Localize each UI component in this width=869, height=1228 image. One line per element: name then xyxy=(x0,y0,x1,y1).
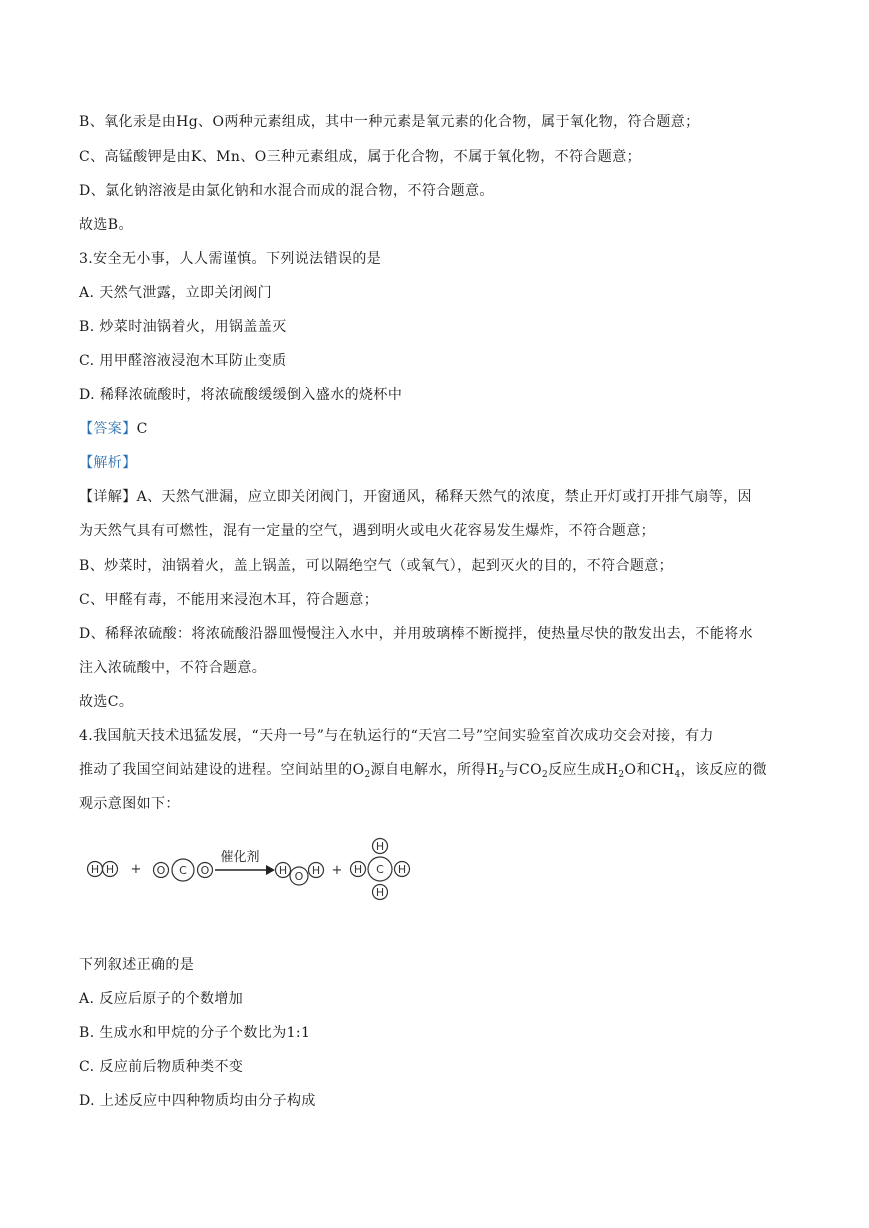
atom-label-o: O xyxy=(156,864,166,877)
q4-option-d: D. 上述反应中四种物质均由分子构成 xyxy=(79,1093,316,1109)
atom-label-o: O xyxy=(200,864,210,877)
reaction-diagram xyxy=(80,830,425,910)
atom-label-h: H xyxy=(311,864,321,877)
atom-label-h: H xyxy=(375,886,385,899)
prev-option-c-explanation: C、高锰酸钾是由K、Mn、O三种元素组成，属于化合物，不属于氧化物，不符合题意； xyxy=(79,149,641,165)
q4-text-e: O和CH xyxy=(624,762,675,778)
atom-label-c: C xyxy=(376,863,384,876)
q3-detail-line-1 xyxy=(79,487,752,507)
q3-option-b: B. 炒菜时油锅着火，用锅盖盖灭 xyxy=(79,319,287,335)
q4-text-c: 与CO xyxy=(504,762,542,778)
h2-molecule xyxy=(88,862,118,877)
atom-label-h: H xyxy=(105,863,115,876)
atom-label-h: H xyxy=(353,863,363,876)
q3-detail-line-5: D、稀释浓硫酸：将浓硫酸沿器皿慢慢注入水中，并用玻璃棒不断搅拌，使热量尽快的散发出去，不能将水 xyxy=(79,626,754,642)
ch4-molecule xyxy=(351,839,410,900)
q4-text-a: 推动了我国空间站建设的进程。空间站里的O xyxy=(79,762,365,778)
atom-label-c: C xyxy=(179,864,187,877)
analysis-tag: 【解析】 xyxy=(79,455,137,471)
q3-option-d: D. 稀释浓硫酸时，将浓硫酸缓缓倒入盛水的烧杯中 xyxy=(79,387,403,403)
atom-label-h: H xyxy=(375,840,385,853)
q3-answer xyxy=(79,419,148,439)
plus-sign: + xyxy=(130,862,142,877)
q3-detail-line-4: C、甲醛有毒，不能用来浸泡木耳，符合题意； xyxy=(79,592,379,608)
q3-detail-line-2: 为天然气具有可燃性，混有一定量的空气，遇到明火或电火花容易发生爆炸，不符合题意； xyxy=(79,523,655,539)
q3-detail-line-3: B、炒菜时，油锅着火，盖上锅盖，可以隔绝空气（或氧气），起到灭火的目的，不符合题意； xyxy=(79,558,674,574)
prev-option-b-explanation: B、氧化汞是由Hg、O两种元素组成，其中一种元素是氧元素的化合物，属于氧化物，符合题意； xyxy=(79,114,700,130)
co2-molecule xyxy=(154,859,213,881)
detail-tag: 【详解】 xyxy=(79,489,137,505)
h2o-molecule xyxy=(276,863,324,886)
sub-ch4: 4 xyxy=(674,770,681,780)
q3-detail-line-6: 注入浓硫酸中，不符合题意。 xyxy=(79,660,267,676)
q3-stem: 3.安全无小事，人人需谨慎。下列说法错误的是 xyxy=(79,251,382,267)
atom-label-o: O xyxy=(294,870,304,883)
q3-conclusion: 故选C。 xyxy=(79,694,134,710)
answer-value: C xyxy=(136,421,148,437)
plus-sign: + xyxy=(331,863,343,878)
q4-text-b: 源自电解水，所得H xyxy=(370,762,499,778)
reaction-arrow xyxy=(215,849,275,875)
catalyst-label: 催化剂 xyxy=(220,850,260,865)
atom-label-h: H xyxy=(90,863,100,876)
q3-option-c: C. 用甲醛溶液浸泡木耳防止变质 xyxy=(79,353,287,369)
q4-option-c: C. 反应前后物质种类不变 xyxy=(79,1059,244,1075)
sub-co2: 2 xyxy=(541,770,549,780)
atom-label-h: H xyxy=(397,863,407,876)
q4-stem-line-3: 观示意图如下： xyxy=(79,796,180,812)
detail-text: A、天然气泄漏，应立即关闭阀门，开窗通风，稀释天然气的浓度，禁止开灯或打开排气扇等，因 xyxy=(136,489,752,505)
q3-analysis-tag xyxy=(79,453,137,473)
q4-stem-line-2 xyxy=(79,760,767,780)
q4-stem-line-1: 4.我国航天技术迅猛发展，“天舟一号”与在轨运行的“天宫二号”空间实验室首次成功交会对接，有力 xyxy=(79,728,714,744)
atom-label-h: H xyxy=(278,864,288,877)
answer-tag: 【答案】 xyxy=(79,421,137,437)
sub-h2: 2 xyxy=(498,770,505,780)
q4-option-b: B. 生成水和甲烷的分子个数比为1:1 xyxy=(79,1025,311,1041)
q4-question: 下列叙述正确的是 xyxy=(79,957,195,973)
q4-text-f: ，该反应的微 xyxy=(680,762,768,778)
sub-h2o: 2 xyxy=(618,770,625,780)
prev-conclusion: 故选B。 xyxy=(79,217,133,233)
sub-o2: 2 xyxy=(364,770,371,780)
q3-option-a: A. 天然气泄露，立即关闭阀门 xyxy=(79,285,273,301)
prev-option-d-explanation: D、氯化钠溶液是由氯化钠和水混合而成的混合物，不符合题意。 xyxy=(79,183,494,199)
q4-text-d: 反应生成H xyxy=(548,762,619,778)
q4-option-a: A. 反应后原子的个数增加 xyxy=(79,991,244,1007)
